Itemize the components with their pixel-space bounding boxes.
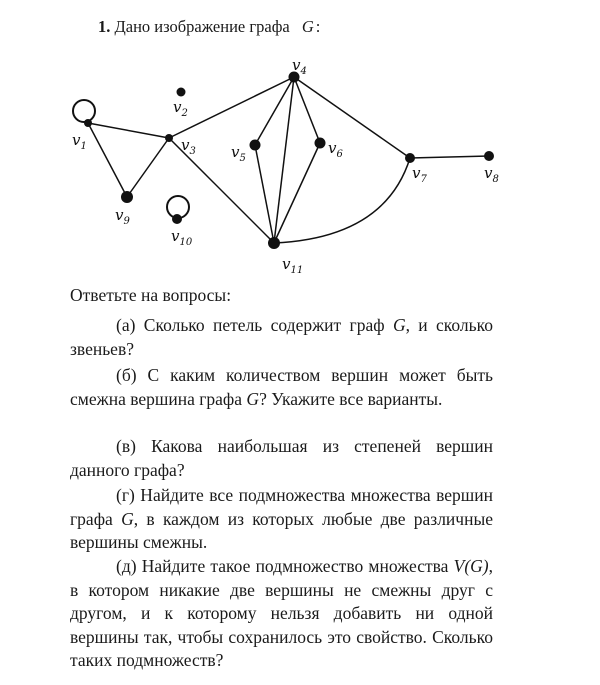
edge-v5-v11 <box>255 145 274 243</box>
question-d-math: G <box>121 508 134 529</box>
question-c-text: Какова наибольшая из степеней вершин данного графа? <box>70 436 493 480</box>
question-e-label: (д) <box>116 556 137 576</box>
question-a <box>70 314 493 361</box>
vertex-label-v11: $v_{11}$ <box>282 255 304 276</box>
vertex-label-v2: $v_2$ <box>173 98 188 119</box>
vertex-label-v7: $v_7$ <box>412 164 427 185</box>
edge-v4-v7 <box>294 77 410 158</box>
vertex-label-v1: $v_1$ <box>72 131 87 152</box>
vertex-v11 <box>268 237 280 249</box>
vertex-v3 <box>165 134 173 142</box>
edge-v1-v3 <box>88 123 169 138</box>
vertex-v8 <box>484 151 494 161</box>
question-d-text: Найдите все подмножества множества вершин графа <box>70 485 493 529</box>
edge-v4-v11 <box>274 77 294 243</box>
graph-symbol: G <box>301 17 314 36</box>
title-colon: : <box>315 17 321 36</box>
vertex-label-v4: $v_4$ <box>292 56 307 77</box>
vertex-v2 <box>177 88 186 97</box>
question-e-math: V(G) <box>453 556 489 576</box>
question-a-math: G <box>392 315 406 335</box>
problem-number: 1. <box>98 17 111 36</box>
vertex-v7 <box>405 153 415 163</box>
vertex-label-v8: $v_8$ <box>484 164 499 185</box>
graph-figure <box>0 0 600 280</box>
edge-v9-v3 <box>127 138 169 197</box>
question-d-label: (г) <box>116 485 135 505</box>
edge-v7-v8 <box>410 156 489 158</box>
question-b-label: (б) <box>116 365 137 385</box>
question-e-text: Найдите такое подмножество множества <box>136 556 454 576</box>
vertex-v10 <box>172 214 182 224</box>
question-c <box>70 435 493 482</box>
graph-edges <box>88 77 489 243</box>
vertex-v9 <box>121 191 133 203</box>
vertex-label-v6: $v_6$ <box>328 139 343 160</box>
question-c-label: (в) <box>116 436 136 456</box>
question-b-text-2: ? Укажите все варианты. <box>259 388 443 409</box>
question-b <box>70 364 493 411</box>
edge-v11-v7 <box>274 158 410 243</box>
graph-nodes <box>84 72 494 250</box>
question-a-text-2: , и сколько звеньев? <box>70 315 494 359</box>
problem-intro: Дано изображение графа <box>114 17 290 36</box>
question-a-text: Сколько петель содержит граф <box>135 315 393 335</box>
vertex-label-v3: $v_3$ <box>181 136 196 157</box>
vertex-label-v10: $v_{10}$ <box>171 227 193 248</box>
questions-intro: Ответьте на вопросы: <box>70 285 232 305</box>
vertex-label-v5: $v_5$ <box>231 143 246 164</box>
question-e-text-2: , в котором никакие две вершины не смежны друг с другом, и к которому нельзя добавить ни одной вершины так, чтобы сохранилось это свойство. Сколько таких подмножеств? <box>70 556 493 670</box>
vertex-v6 <box>315 138 326 149</box>
question-b-math: G <box>246 388 260 409</box>
vertex-label-v9: $v_9$ <box>115 206 130 227</box>
question-a-label: (а) <box>116 315 136 335</box>
edge-v1-v9 <box>88 123 127 197</box>
vertex-v1 <box>84 119 92 127</box>
question-d <box>70 484 493 555</box>
edge-v6-v11 <box>274 143 320 243</box>
loop-v1 <box>73 100 95 122</box>
question-b-text: С каким количеством вершин может быть смежна вершина графа <box>70 365 493 409</box>
question-e <box>70 555 493 673</box>
vertex-v5 <box>250 140 261 151</box>
question-d-text-2: , в каждом из которых любые две различные вершины смежны. <box>70 508 493 552</box>
